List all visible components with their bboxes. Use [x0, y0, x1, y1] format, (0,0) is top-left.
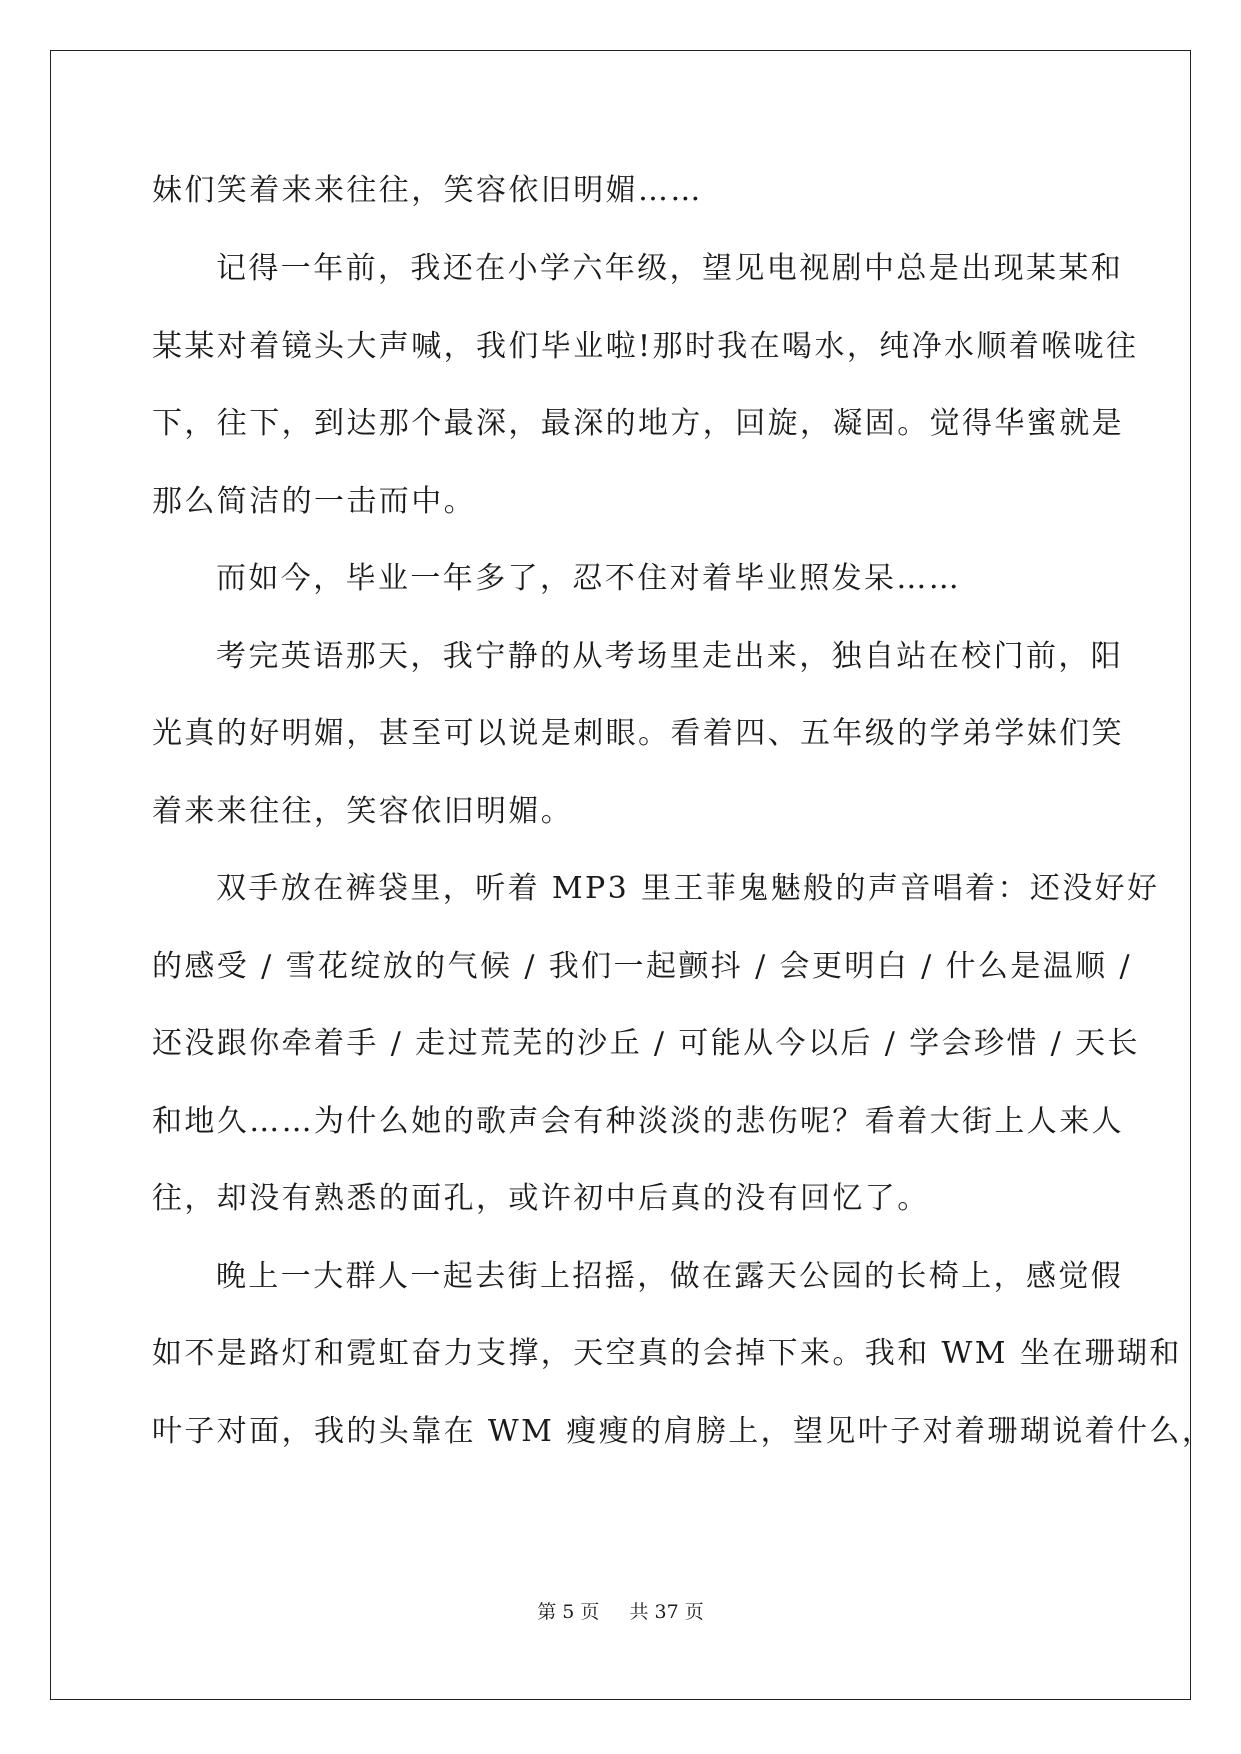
page-total: 共 37 页 [629, 1601, 704, 1623]
text-line: 考完英语那天，我宁静的从考场里走出来，独自站在校门前，阳 [216, 638, 1124, 674]
document-body [152, 152, 1215, 1470]
text-line: 某某对着镜头大声喊，我们毕业啦!那时我在喝水，纯净水顺着喉咙往 [152, 328, 1139, 364]
text-line: 的感受 / 雪花绽放的气候 / 我们一起颤抖 / 会更明白 / 什么是温顺 / [152, 948, 1132, 984]
text-line: 和地久……为什么她的歌声会有种淡淡的悲伤呢？看着大街上人来人 [152, 1103, 1124, 1139]
text-line: 还没跟你牵着手 / 走过荒芜的沙丘 / 可能从今以后 / 学会珍惜 / 天长 [152, 1026, 1140, 1061]
text-line: 晚上一大群人一起去街上招摇，做在露天公园的长椅上，感觉假 [216, 1258, 1124, 1294]
text-line: 叶子对面，我的头靠在 WM 瘦瘦的肩膀上，望见叶子对着珊瑚说着什么， [152, 1413, 1215, 1449]
text-line: 光真的好明媚，甚至可以说是刺眼。看着四、五年级的学弟学妹们笑 [152, 716, 1124, 751]
text-line: 往，却没有熟悉的面孔，或许初中后真的没有回忆了。 [152, 1181, 930, 1216]
text-line: 那么简洁的一击而中。 [152, 483, 476, 519]
text-line: 双手放在裤袋里，听着 MP3 里王菲鬼魅般的声音唱着：还没好好 [216, 871, 1160, 906]
text-line: 而如今，毕业一年多了，忍不住对着毕业照发呆…… [216, 561, 962, 596]
text-line: 着来来往往，笑容依旧明媚。 [152, 793, 574, 829]
text-line: 妹们笑着来来往往，笑容依旧明媚…… [152, 173, 703, 208]
text-line: 记得一年前，我还在小学六年级，望见电视剧中总是出现某某和 [216, 251, 1124, 286]
page-number: 第 5 页 [537, 1601, 600, 1623]
text-line: 下，往下，到达那个最深，最深的地方，回旋，凝固。觉得华蜜就是 [152, 406, 1124, 441]
page-footer [0, 1600, 1241, 1624]
text-line: 如不是路灯和霓虹奋力支撑，天空真的会掉下来。我和 WM 坐在珊瑚和 [152, 1336, 1182, 1371]
